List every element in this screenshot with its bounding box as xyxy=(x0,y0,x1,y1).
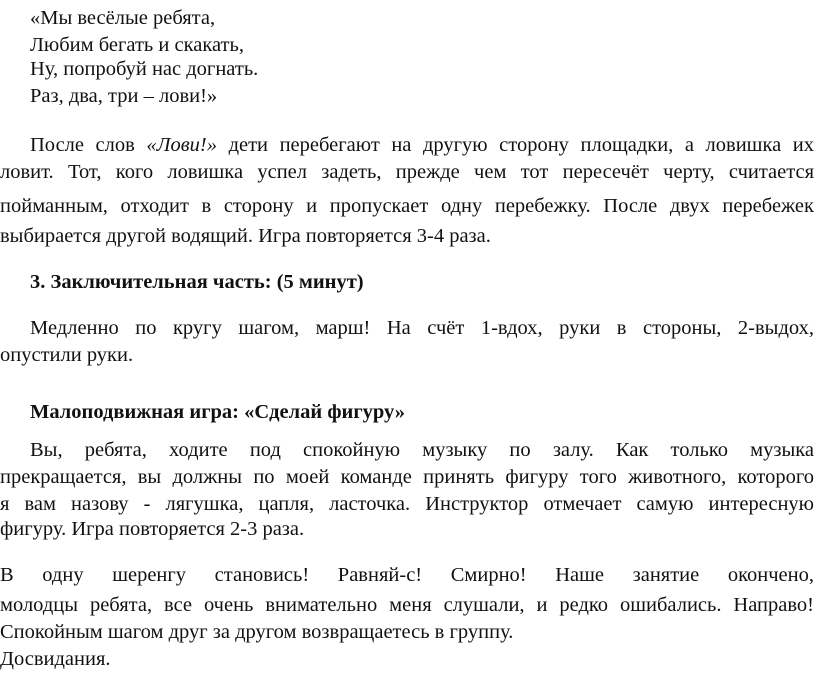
para2-line-1: Медленно по кругу шагом, марш! На счёт 1-вдох, руки в стороны, 2-выдох, xyxy=(30,317,814,339)
para3-line-3: я вам назову - лягушка, цапля, ласточка. Инструктор отмечает самую интересную xyxy=(0,493,814,515)
para1-line-2: ловит. Тот, кого ловишка успел задеть, прежде чем тот пересечёт черту, считается xyxy=(0,161,814,183)
para1-line-4: выбирается другой водящий. Игра повторяется 3-4 раза. xyxy=(0,225,491,247)
poem-line-3: Ну, попробуй нас догнать. xyxy=(30,58,259,80)
section-heading: 3. Заключительная часть: (5 минут) xyxy=(30,271,364,293)
poem-line-1: «Мы весёлые ребята, xyxy=(30,7,216,29)
para3-line-2: прекращается, вы должны по моей команде принять фигуру того животного, которого xyxy=(0,466,814,488)
game-heading: Малоподвижная игра: «Сделай фигуру» xyxy=(30,401,406,423)
para1-text-b: дети перебегают на другую сторону площадки, а ловишка их xyxy=(217,134,814,156)
para4-line-3: Спокойным шагом друг за другом возвращаетесь в группу. xyxy=(0,621,514,643)
para1-line-1 xyxy=(30,133,814,157)
para1-text-a: После слов xyxy=(30,134,147,156)
poem-line-4: Раз, два, три – лови!» xyxy=(30,85,218,107)
para2-line-2: опустили руки. xyxy=(0,344,134,366)
para1-line-3: пойманным, отходит в сторону и пропускает одну перебежку. После двух перебежек xyxy=(0,195,814,217)
para1-emphasis: «Лови!» xyxy=(146,134,217,156)
para3-line-4: фигуру. Игра повторяется 2-3 раза. xyxy=(0,518,305,540)
para4-line-4: Досвидания. xyxy=(0,648,111,670)
poem-line-2: Любим бегать и скакать, xyxy=(30,34,244,56)
para4-line-2: молодцы ребята, все очень внимательно меня слушали, и редко ошибались. Направо! xyxy=(0,594,814,616)
para4-line-1: В одну шеренгу становись! Равняй-с! Смирно! Наше занятие окончено, xyxy=(0,564,814,586)
para3-line-1: Вы, ребята, ходите под спокойную музыку по залу. Как только музыка xyxy=(30,439,814,461)
